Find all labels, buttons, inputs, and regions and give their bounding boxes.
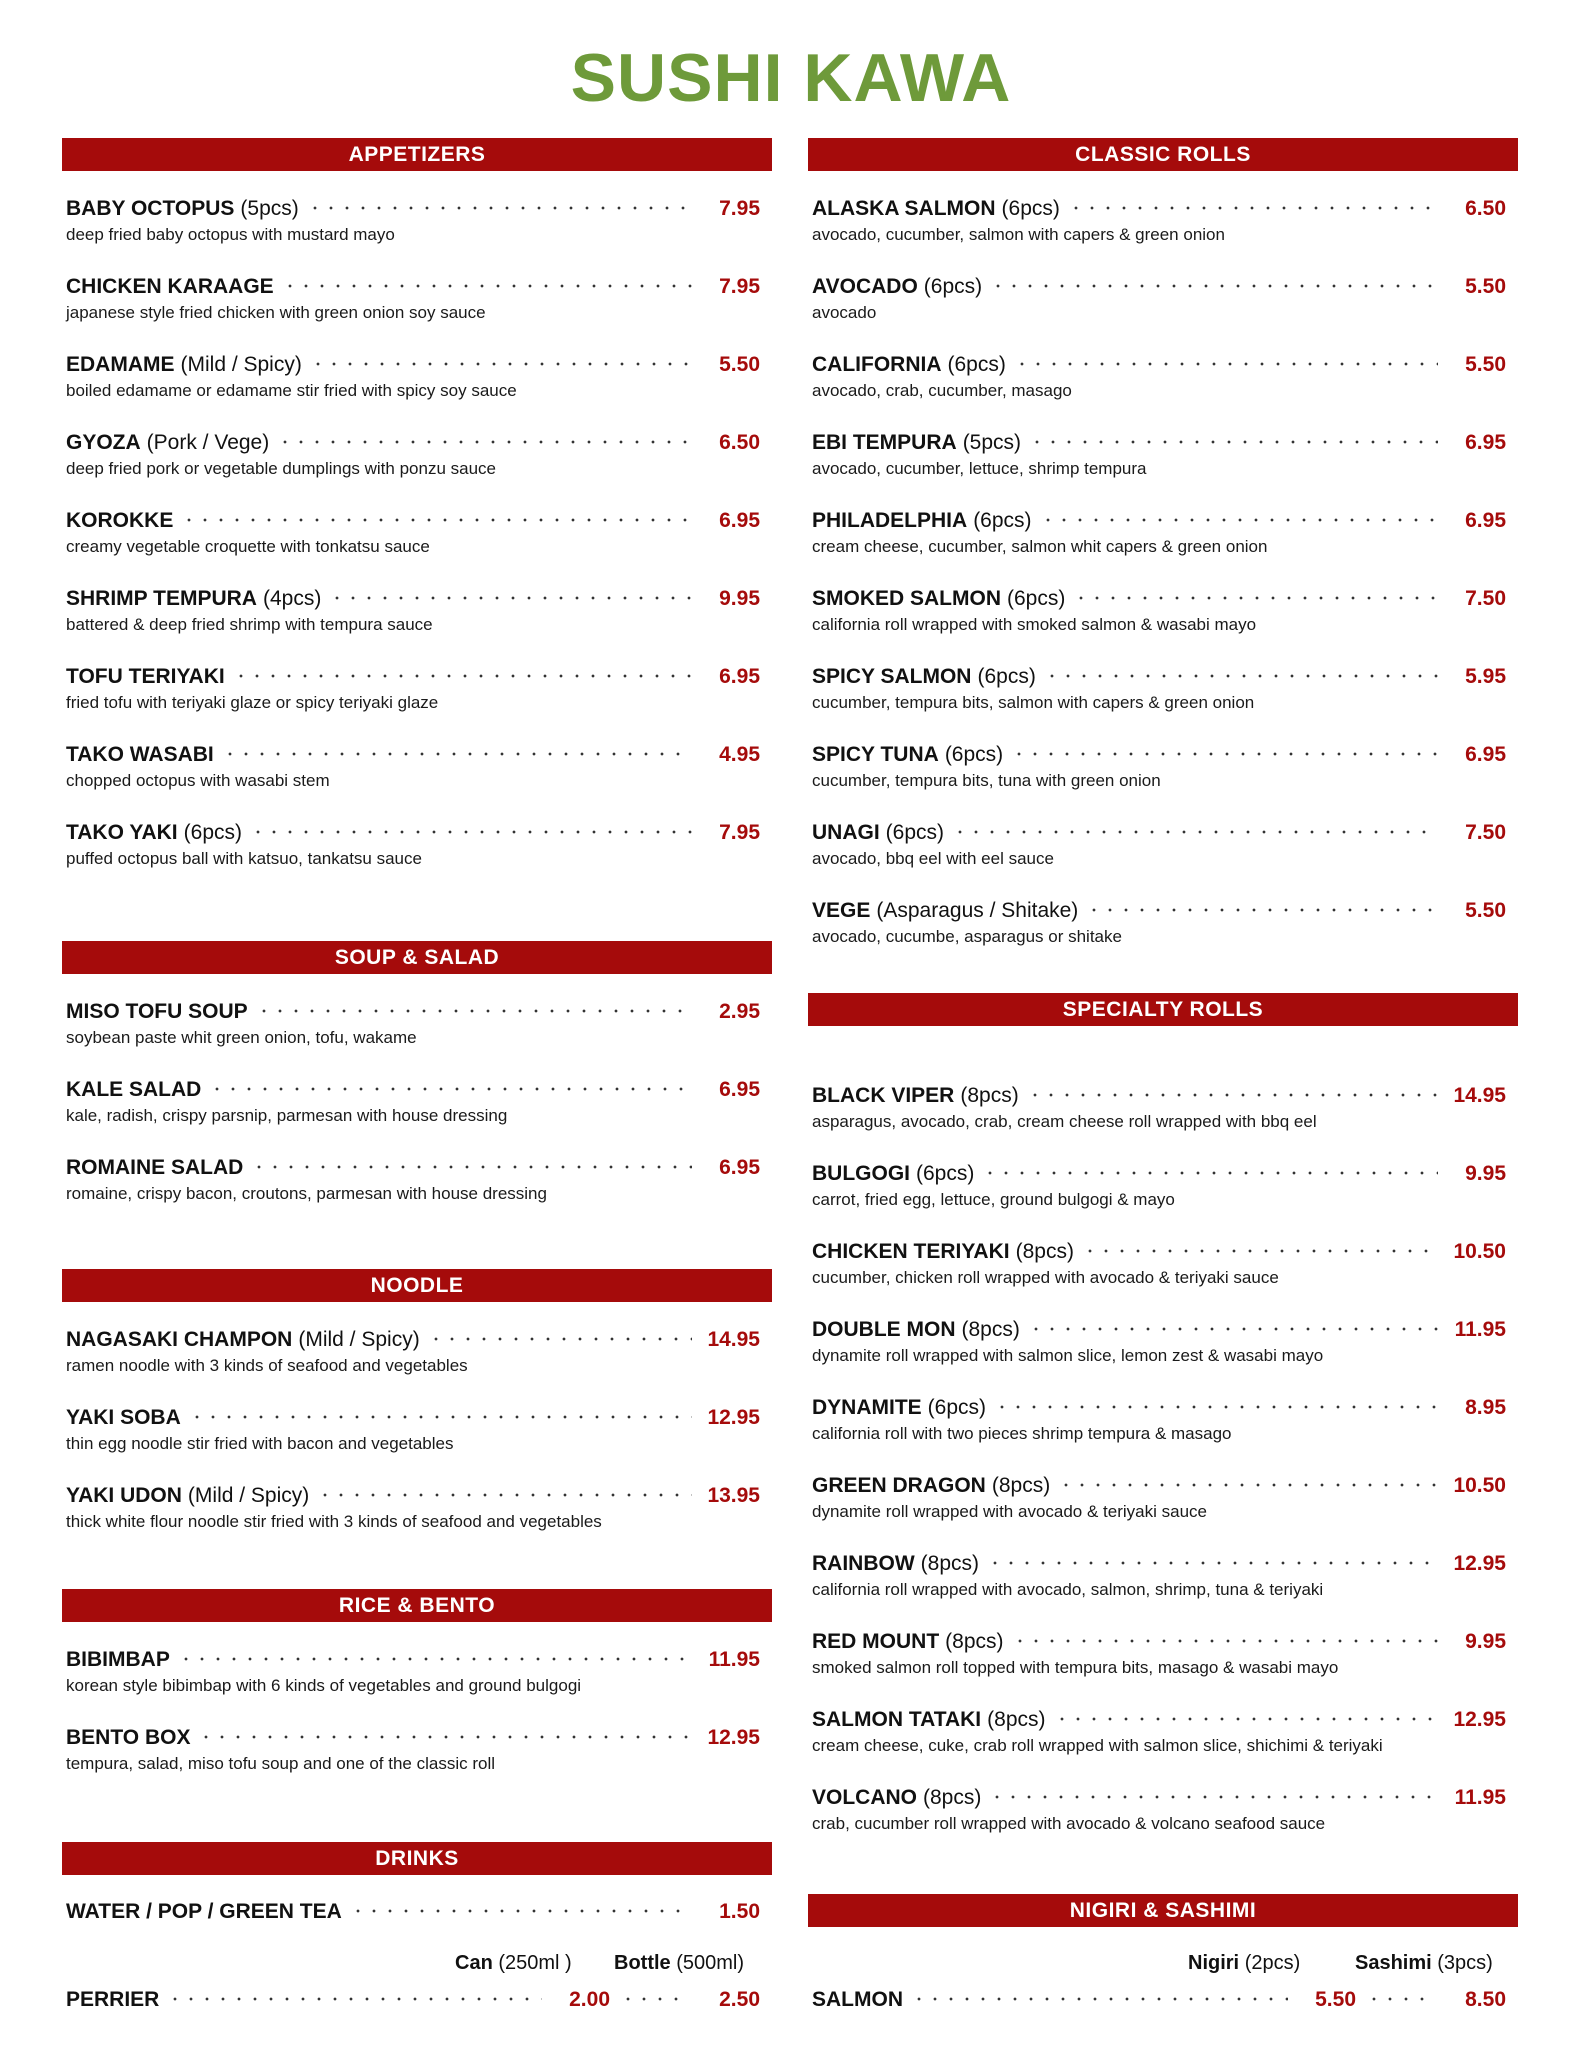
item-description: romaine, crispy bacon, croutons, parmesan with house dressing: [66, 1184, 547, 1203]
dot-leader: [307, 201, 692, 215]
item-line: [812, 347, 1506, 377]
size-header-can: [455, 1952, 572, 1982]
item-line: [812, 1702, 1506, 1732]
item-line: [66, 347, 760, 377]
item-description: boiled edamame or edamame stir fried with spicy soy sauce: [66, 381, 517, 400]
item-price: 11.95: [1454, 1318, 1506, 1341]
item-name: SALMON: [812, 1988, 903, 2011]
item-name: BULGOGI: [812, 1162, 910, 1185]
item-price: 7.95: [719, 197, 760, 220]
item-qualifier: (6pcs): [947, 353, 1006, 376]
menu-item: [808, 1234, 1518, 1312]
menu-item: [62, 1400, 772, 1478]
item-line: [66, 1322, 760, 1352]
item-qualifier: (6pcs): [923, 275, 983, 298]
item-line: [66, 1478, 760, 1508]
item-description: dynamite roll wrapped with avocado & teriyaki sauce: [812, 1502, 1207, 1521]
dot-leader: [282, 279, 692, 293]
dot-leader: [1027, 1088, 1438, 1102]
dot-leader: [329, 591, 692, 605]
item-description: cucumber, chicken roll wrapped with avocado & teriyaki sauce: [812, 1268, 1279, 1287]
item-name: TAKO WASABI: [66, 743, 214, 766]
item-description: california roll wrapped with avocado, salmon, shrimp, tuna & teriyaki: [812, 1580, 1324, 1599]
item-price: 1.50: [719, 1900, 760, 1923]
item-name: ROMAINE SALAD: [66, 1156, 244, 1179]
item-name: KOROKKE: [66, 509, 174, 532]
item-description: avocado, crab, cucumber, masago: [812, 381, 1072, 400]
dot-leader: [167, 1992, 542, 2006]
item-price: 5.95: [1465, 665, 1506, 688]
item-line: [66, 1150, 760, 1180]
menu-item: [62, 1322, 772, 1400]
item-qualifier: (Pork / Vege): [146, 431, 270, 454]
item-description: thick white flour noodle stir fried with 3 kinds of seafood and vegetables: [66, 1512, 602, 1531]
section-specialty-rolls: [808, 993, 1518, 1833]
menu-item: [62, 815, 772, 893]
item-price-bottle: 2.50: [719, 1988, 760, 2011]
item-line: [66, 191, 760, 221]
item-description: cucumber, tempura bits, tuna with green onion: [812, 771, 1161, 790]
item-name: SPICY TUNA: [812, 743, 939, 766]
item-qualifier: (4pcs): [262, 587, 322, 610]
section-heading: NIGIRI & SASHIMI: [808, 1894, 1518, 1927]
item-line: [812, 1780, 1506, 1810]
item-qualifier: (6pcs): [1007, 587, 1066, 610]
item-description: kale, radish, crispy parsnip, parmesan with house dressing: [66, 1106, 508, 1125]
dot-leader: [1073, 591, 1438, 605]
dot-leader: [1082, 1244, 1438, 1258]
section-heading: SOUP & SALAD: [62, 941, 772, 974]
item-line: [812, 503, 1506, 533]
item-line: [812, 1546, 1506, 1576]
menu-item: [808, 893, 1518, 971]
dot-leader: [1029, 435, 1438, 449]
item-name: RAINBOW: [812, 1552, 915, 1575]
item-description: asparagus, avocado, crab, cream cheese roll wrapped with bbq eel: [812, 1112, 1317, 1131]
item-qualifier: (8pcs): [920, 1552, 980, 1575]
size-qualifier: (3pcs): [1437, 1952, 1493, 1974]
item-name: EDAMAME: [66, 353, 175, 376]
item-qualifier: (6pcs): [973, 509, 1032, 532]
item-qualifier: (5pcs): [962, 431, 1022, 454]
item-price: 6.95: [1465, 431, 1506, 454]
dot-leader: [310, 357, 692, 371]
item-name: SALMON TATAKI: [812, 1708, 982, 1731]
item-name: CHICKEN TERIYAKI: [812, 1240, 1010, 1263]
item-description: soybean paste whit green onion, tofu, wakame: [66, 1028, 417, 1047]
item-name: KALE SALAD: [66, 1078, 202, 1101]
menu-item-salmon: [812, 1982, 1506, 2012]
item-price: 12.95: [1453, 1552, 1506, 1575]
item-price: 6.95: [719, 1156, 760, 1179]
item-price-nigiri: 5.50: [1315, 1988, 1356, 2011]
item-price: 6.50: [1465, 197, 1506, 220]
item-description: cucumber, tempura bits, salmon with capers & green onion: [812, 693, 1255, 712]
item-qualifier: (6pcs): [977, 665, 1036, 688]
item-line: [812, 1468, 1506, 1498]
item-line: [66, 659, 760, 689]
item-line: [812, 1234, 1506, 1264]
item-name: VOLCANO: [812, 1786, 917, 1809]
section-noodle: [62, 1269, 772, 1536]
dot-leader: [428, 1332, 692, 1346]
dot-leader: [1068, 201, 1438, 215]
item-name: NAGASAKI CHAMPON: [66, 1328, 293, 1351]
section-heading: NOODLE: [62, 1269, 772, 1302]
dot-leader: [1014, 357, 1438, 371]
item-description: avocado, cucumbe, asparagus or shitake: [812, 927, 1122, 946]
menu-item: [808, 581, 1518, 659]
item-name: DYNAMITE: [812, 1396, 922, 1419]
dot-leader: [989, 1790, 1438, 1804]
item-name: GYOZA: [66, 431, 141, 454]
item-list: [62, 191, 772, 893]
menu-item: [808, 1468, 1518, 1546]
dot-leader: [1054, 1712, 1439, 1726]
dot-leader: [911, 1992, 1288, 2006]
item-price: 5.50: [1465, 275, 1506, 298]
item-line: [66, 737, 760, 767]
menu-item: [808, 191, 1518, 269]
item-price: 12.95: [707, 1726, 760, 1749]
item-qualifier: (6pcs): [1001, 197, 1060, 220]
menu-item: [808, 1312, 1518, 1390]
menu-item: [808, 1546, 1518, 1624]
item-qualifier: (8pcs): [960, 1084, 1019, 1107]
item-name: SMOKED SALMON: [812, 587, 1001, 610]
item-qualifier: (6pcs): [916, 1162, 975, 1185]
item-list: [808, 1078, 1518, 1858]
item-line: [66, 815, 760, 845]
restaurant-title: SUSHI KAWA: [570, 40, 1012, 116]
dot-leader: [987, 1556, 1438, 1570]
item-qualifier: (8pcs): [923, 1786, 982, 1809]
item-qualifier: (8pcs): [1015, 1240, 1074, 1263]
menu-item: [62, 659, 772, 737]
item-description: cream cheese, cucumber, salmon whit capers & green onion: [812, 537, 1268, 556]
item-line: [812, 425, 1506, 455]
item-line: [812, 1624, 1506, 1654]
item-description: carrot, fried egg, lettuce, ground bulgogi & mayo: [812, 1190, 1175, 1209]
item-line: [812, 737, 1506, 767]
dot-leader: [256, 1004, 692, 1018]
dot-leader: [1044, 669, 1438, 683]
item-name: BLACK VIPER: [812, 1084, 955, 1107]
item-description: avocado, cucumber, lettuce, shrimp tempura: [812, 459, 1147, 478]
item-description: tempura, salad, miso tofu soup and one of the classic roll: [66, 1754, 496, 1773]
dot-leader: [620, 1992, 690, 2006]
item-line: [812, 191, 1506, 221]
dot-leader: [1086, 903, 1438, 917]
menu-item: [62, 191, 772, 269]
item-name: CHICKEN KARAAGE: [66, 275, 274, 298]
menu-item: [808, 815, 1518, 893]
menu-item: [62, 1072, 772, 1150]
item-line: [66, 503, 760, 533]
section-soup-salad: [62, 941, 772, 1208]
size-qualifier: (500ml): [676, 1952, 745, 1974]
item-qualifier: (8pcs): [987, 1708, 1046, 1731]
item-price-can: 2.00: [569, 1988, 610, 2011]
item-name: PERRIER: [66, 1988, 160, 2011]
item-price: 9.95: [1465, 1162, 1506, 1185]
item-line: [66, 994, 760, 1024]
item-line: [812, 659, 1506, 689]
item-price: 12.95: [1453, 1708, 1506, 1731]
menu-item: [808, 1780, 1518, 1858]
item-description: deep fried pork or vegetable dumplings with ponzu sauce: [66, 459, 496, 478]
item-line: [66, 1400, 760, 1430]
section-rice-bento: [62, 1589, 772, 1778]
dot-leader: [1012, 1634, 1438, 1648]
item-line: [66, 581, 760, 611]
item-price: 6.95: [1465, 509, 1506, 532]
item-description: avocado: [812, 303, 877, 322]
dot-leader: [178, 1652, 692, 1666]
menu-item: [808, 659, 1518, 737]
item-description: battered & deep fried shrimp with tempura sauce: [66, 615, 433, 634]
section-heading: APPETIZERS: [62, 138, 772, 171]
item-name: DOUBLE MON: [812, 1318, 956, 1341]
item-price: 6.95: [719, 665, 760, 688]
item-name: VEGE: [812, 899, 871, 922]
item-name: GREEN DRAGON: [812, 1474, 986, 1497]
menu-item: [808, 1390, 1518, 1468]
size-header-sashimi: [1355, 1952, 1493, 1982]
dot-leader: [1028, 1322, 1438, 1336]
menu-item: [62, 994, 772, 1072]
size-label: Sashimi: [1355, 1952, 1432, 1974]
menu-item: [808, 503, 1518, 581]
section-heading: DRINKS: [62, 1842, 772, 1875]
menu-item: [62, 1150, 772, 1228]
item-description: cream cheese, cuke, crab roll wrapped with salmon slice, shichimi & teriyaki: [812, 1736, 1383, 1755]
item-qualifier: (6pcs): [183, 821, 242, 844]
item-price: 11.95: [708, 1648, 760, 1671]
menu-item: [808, 269, 1518, 347]
item-price: 2.95: [719, 1000, 760, 1023]
menu-item: [808, 347, 1518, 425]
item-price: 7.50: [1465, 587, 1506, 610]
item-qualifier: (5pcs): [240, 197, 299, 220]
item-name: UNAGI: [812, 821, 880, 844]
item-price: 6.95: [719, 509, 760, 532]
item-description: california roll with two pieces shrimp tempura & masago: [812, 1424, 1232, 1443]
item-description: japanese style fried chicken with green onion soy sauce: [66, 303, 486, 322]
item-name: ALASKA SALMON: [812, 197, 996, 220]
item-name: RED MOUNT: [812, 1630, 940, 1653]
item-description: deep fried baby octopus with mustard mayo: [66, 225, 395, 244]
item-name: TOFU TERIYAKI: [66, 665, 225, 688]
menu-item: [62, 269, 772, 347]
item-description: chopped octopus with wasabi stem: [66, 771, 330, 790]
size-header-nigiri: [1188, 1952, 1300, 1982]
item-line: [812, 1078, 1506, 1108]
item-name: YAKI SOBA: [66, 1406, 181, 1429]
item-qualifier: (6pcs): [927, 1396, 987, 1419]
size-label: Bottle: [614, 1952, 671, 1974]
item-price-sashimi: 8.50: [1465, 1988, 1506, 2011]
item-qualifier: (6pcs): [885, 821, 945, 844]
dot-leader: [233, 669, 692, 683]
section-nigiri-sashimi: [808, 1894, 1518, 2054]
dot-leader: [994, 1400, 1438, 1414]
item-description: korean style bibimbap with 6 kinds of vegetables and ground bulgogi: [66, 1676, 582, 1695]
item-price: 6.95: [1465, 743, 1506, 766]
menu-item: [62, 737, 772, 815]
item-price: 14.95: [1453, 1084, 1506, 1107]
dot-leader: [350, 1904, 692, 1918]
item-description: smoked salmon roll topped with tempura bits, masago & wasabi mayo: [812, 1658, 1339, 1677]
item-price: 14.95: [707, 1328, 760, 1351]
dot-leader: [181, 513, 692, 527]
item-description: creamy vegetable croquette with tonkatsu sauce: [66, 537, 430, 556]
dot-leader: [1058, 1478, 1438, 1492]
item-description: crab, cucumber roll wrapped with avocado & volcano seafood sauce: [812, 1814, 1326, 1833]
item-price: 10.50: [1453, 1240, 1506, 1263]
menu-item: [808, 1624, 1518, 1702]
dot-leader: [990, 279, 1438, 293]
item-line: [66, 425, 760, 455]
item-description: puffed octopus ball with katsuo, tankatsu sauce: [66, 849, 422, 868]
item-line: [812, 1390, 1506, 1420]
section-appetizers: [62, 138, 772, 873]
item-description: avocado, bbq eel with eel sauce: [812, 849, 1054, 868]
item-line: [812, 269, 1506, 299]
item-name: PHILADELPHIA: [812, 509, 968, 532]
item-price: 5.50: [1465, 353, 1506, 376]
menu-item: [62, 1478, 772, 1556]
item-name: BABY OCTOPUS: [66, 197, 235, 220]
item-description: dynamite roll wrapped with salmon slice, lemon zest & wasabi mayo: [812, 1346, 1324, 1365]
dot-leader: [222, 747, 692, 761]
menu-item: [62, 1720, 772, 1798]
item-list: [62, 1322, 772, 1556]
item-line: [812, 581, 1506, 611]
item-price: 6.50: [719, 431, 760, 454]
menu-item: [808, 737, 1518, 815]
item-name: AVOCADO: [812, 275, 918, 298]
menu-item: [808, 1156, 1518, 1234]
item-name: YAKI UDON: [66, 1484, 182, 1507]
size-label: Can: [455, 1952, 493, 1974]
item-description: avocado, cucumber, salmon with capers & green onion: [812, 225, 1225, 244]
item-qualifier: (Mild / Spicy): [298, 1328, 420, 1351]
size-qualifier: (2pcs): [1244, 1952, 1301, 1974]
item-line: [66, 1072, 760, 1102]
menu-item-perrier: [66, 1982, 760, 2012]
menu-item: [62, 581, 772, 659]
item-qualifier: (Mild / Spicy): [187, 1484, 310, 1507]
dot-leader: [1011, 747, 1438, 761]
section-heading: CLASSIC ROLLS: [808, 138, 1518, 171]
dot-leader: [198, 1730, 692, 1744]
item-price: 7.95: [719, 821, 760, 844]
item-list: [808, 191, 1518, 971]
item-name: BIBIMBAP: [66, 1648, 170, 1671]
item-price: 5.50: [1465, 899, 1506, 922]
item-description: thin egg noodle stir fried with bacon and vegetables: [66, 1434, 454, 1453]
item-price: 5.50: [719, 353, 760, 376]
item-name: CALIFORNIA: [812, 353, 942, 376]
item-price: 13.95: [707, 1484, 760, 1507]
item-price: 8.95: [1465, 1396, 1506, 1419]
item-line: [812, 1312, 1506, 1342]
dot-leader: [1040, 513, 1438, 527]
item-qualifier: (8pcs): [991, 1474, 1051, 1497]
item-name: TAKO YAKI: [66, 821, 178, 844]
item-name: SPICY SALMON: [812, 665, 972, 688]
size-header-bottle: [614, 1952, 744, 1982]
menu-item: [62, 1642, 772, 1720]
item-name: MISO TOFU SOUP: [66, 1000, 248, 1023]
item-line: [66, 1720, 760, 1750]
item-price: 11.95: [1454, 1786, 1506, 1809]
dot-leader: [189, 1410, 692, 1424]
item-line: [812, 893, 1506, 923]
menu-item: [808, 425, 1518, 503]
size-label: Nigiri: [1188, 1952, 1240, 1974]
item-qualifier: (8pcs): [945, 1630, 1004, 1653]
item-qualifier: (6pcs): [944, 743, 1004, 766]
section-heading: RICE & BENTO: [62, 1589, 772, 1622]
item-description: california roll wrapped with smoked salmon & wasabi mayo: [812, 615, 1257, 634]
item-list: [62, 994, 772, 1228]
section-classic-rolls: [808, 138, 1518, 951]
dot-leader: [952, 825, 1438, 839]
menu-item: [808, 1078, 1518, 1156]
dot-leader: [251, 1160, 692, 1174]
item-price: 12.95: [707, 1406, 760, 1429]
item-price: 9.95: [719, 587, 760, 610]
item-qualifier: (8pcs): [961, 1318, 1020, 1341]
dot-leader: [317, 1488, 692, 1502]
section-drinks: [62, 1842, 772, 2052]
item-line: [66, 269, 760, 299]
item-description: fried tofu with teriyaki glaze or spicy teriyaki glaze: [66, 693, 439, 712]
dot-leader: [277, 435, 692, 449]
item-price: 4.95: [719, 743, 760, 766]
item-line: [812, 815, 1506, 845]
item-description: ramen noodle with 3 kinds of seafood and vegetables: [66, 1356, 468, 1375]
item-price: 7.95: [719, 275, 760, 298]
dot-leader: [250, 825, 692, 839]
item-price: 7.50: [1465, 821, 1506, 844]
item-price: 6.95: [719, 1078, 760, 1101]
dot-leader: [209, 1082, 692, 1096]
dot-leader: [982, 1166, 1438, 1180]
item-price: 10.50: [1453, 1474, 1506, 1497]
menu-item: [808, 1702, 1518, 1780]
size-qualifier: (250ml ): [498, 1952, 572, 1974]
item-name: BENTO BOX: [66, 1726, 191, 1749]
item-name: WATER / POP / GREEN TEA: [66, 1900, 342, 1923]
item-qualifier: (Asparagus / Shitake): [876, 899, 1079, 922]
item-qualifier: (Mild / Spicy): [180, 353, 302, 376]
menu-item: [62, 503, 772, 581]
item-name: EBI TEMPURA: [812, 431, 957, 454]
dot-leader: [1366, 1992, 1436, 2006]
section-heading: SPECIALTY ROLLS: [808, 993, 1518, 1026]
item-list: [62, 1642, 772, 1798]
menu-item: [62, 425, 772, 503]
item-line: [812, 1156, 1506, 1186]
item-price: 9.95: [1465, 1630, 1506, 1653]
item-name: SHRIMP TEMPURA: [66, 587, 257, 610]
menu-item: [62, 347, 772, 425]
item-line: [66, 1642, 760, 1672]
